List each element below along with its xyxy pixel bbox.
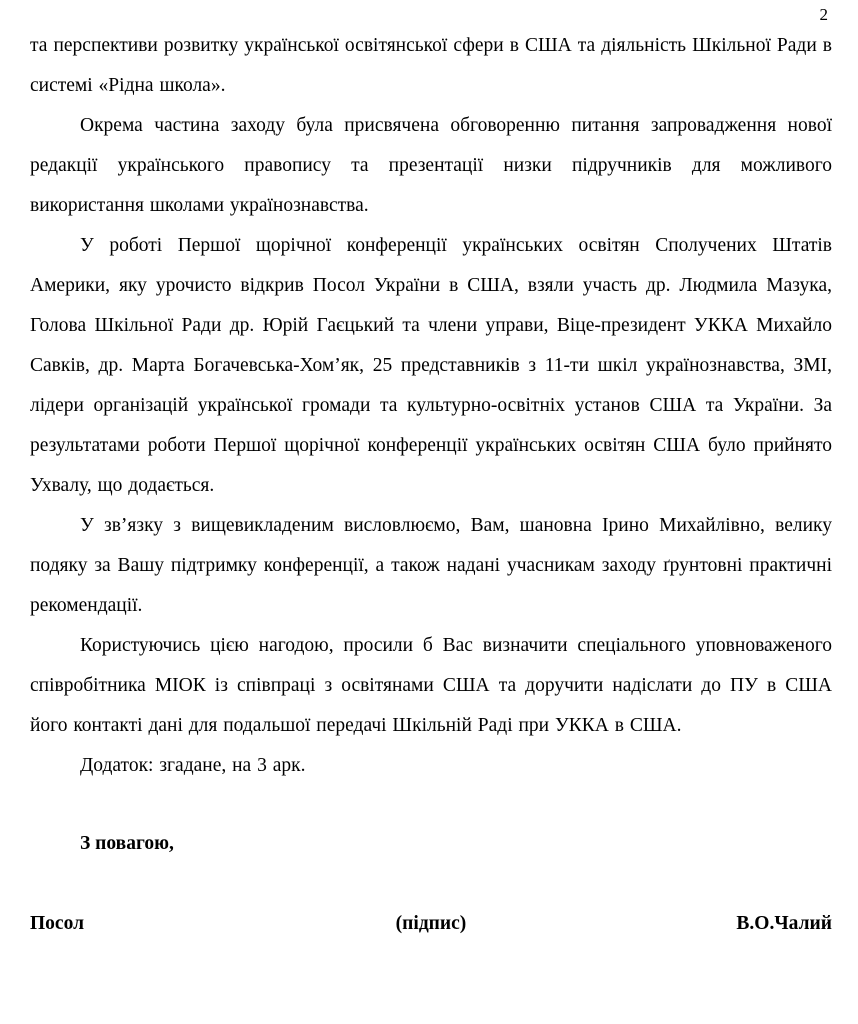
signature-row bbox=[30, 904, 832, 944]
page-number: 2 bbox=[819, 5, 828, 24]
paragraph: Користуючись цією нагодою, просили б Вас визначити спеціального уповноваженого співробітника МІОК із співпраці з освітянами США та доручити надіслати до ПУ в США його контакті дані для подальшої передачі Шкільній Раді при УККА в США. bbox=[30, 635, 832, 736]
letter-body bbox=[30, 26, 832, 786]
paragraph-continuation: та перспективи розвитку української освітянської сфери в США та діяльність Шкільної Ради в системі «Рідна школа». bbox=[30, 35, 832, 96]
closing-salutation: З повагою, bbox=[80, 833, 174, 854]
paragraph-attachment-note: Додаток: згадане, на 3 арк. bbox=[80, 755, 306, 776]
signature-placeholder: (підпис) bbox=[395, 913, 467, 934]
signatory-title: Посол bbox=[30, 913, 85, 934]
signatory-name: В.О.Чалий bbox=[736, 913, 832, 934]
paragraph: Окрема частина заходу була присвячена обговоренню питання запровадження нової редакції українського правопису та презентації низки підручників для можливого використання школами українознавства. bbox=[30, 115, 832, 216]
paragraph: У зв’язку з вищевикладеним висловлюємо, Вам, шановна Ірино Михайлівно, велику подяку за Вашу підтримку конференції, а також надані учасникам заходу ґрунтовні практичні рекомендації. bbox=[30, 515, 832, 616]
paragraph: У роботі Першої щорічної конференції українських освітян Сполучених Штатів Америки, яку урочисто відкрив Посол України в США, взяли участь др. Людмила Мазука, Голова Шкільної Ради др. Юрій Гаєцький та члени управи, Віце-президент УККА Михайло Савків, др. Марта Богачевська-Хом’як, 25 представників з 11-ти шкіл українознавства, ЗМІ, лідери організацій української громади та культурно-освітніх установ США та України. За результатами роботи Першої щорічної конференції українських освітян США було прийнято Ухвалу, що додається. bbox=[30, 235, 832, 496]
